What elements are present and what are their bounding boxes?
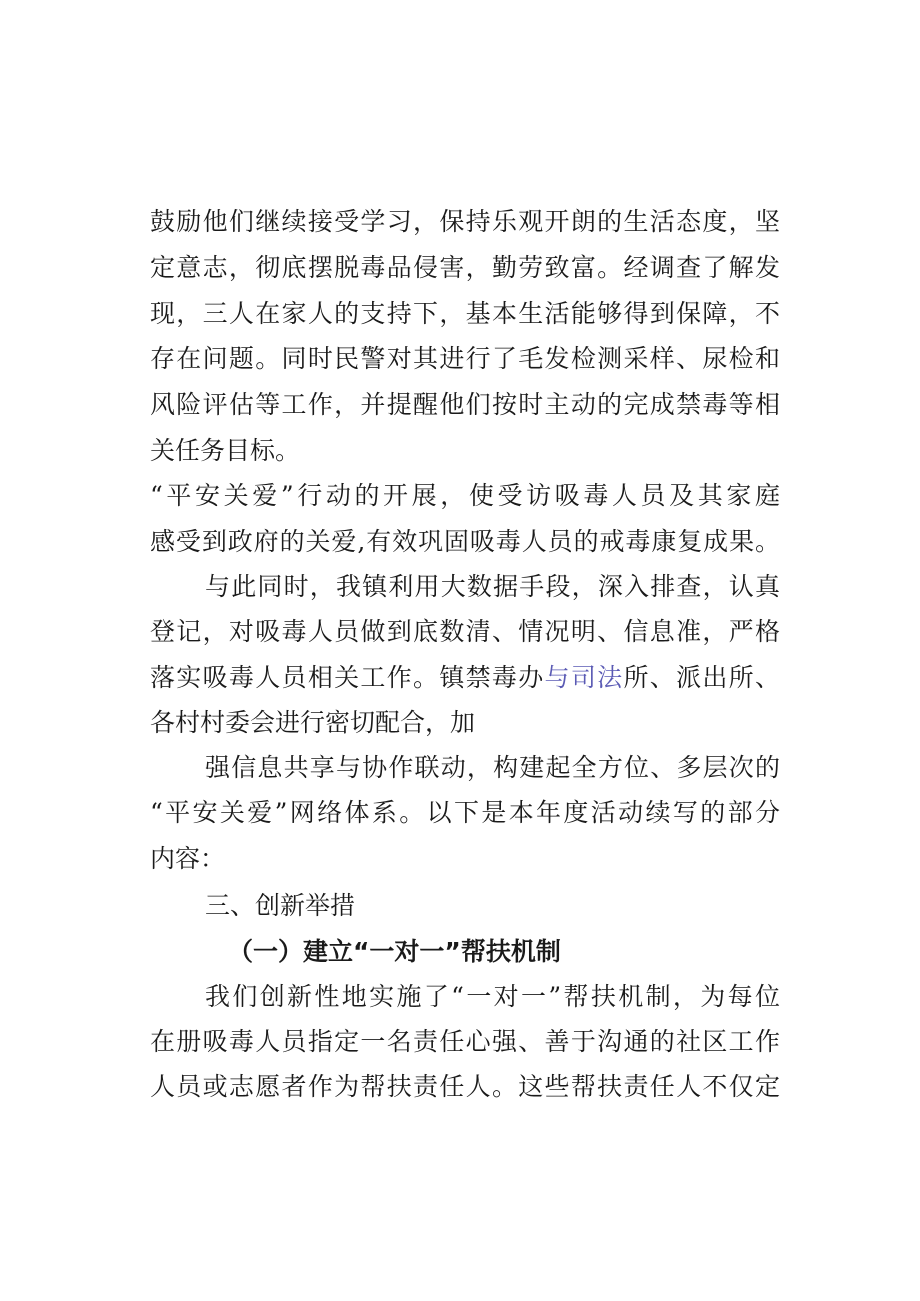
text-line: 关任务目标。 — [150, 436, 301, 465]
text-line: 鼓励他们继续接受学习，保持乐观开朗的生活态度，坚 — [150, 207, 780, 236]
subsection-heading: （一）建立“一对一”帮扶机制 — [228, 937, 561, 966]
highlighted-text: 与司法 — [544, 663, 624, 692]
text-line: 登记，对吸毒人员做到底数清、情况明、信息准，严格 — [150, 617, 780, 646]
text-segment: 所、派出所、 — [623, 663, 780, 692]
text-line: 各村村委会进行密切配合，加 — [150, 708, 476, 737]
text-segment: 落实吸毒人员相关工作。镇禁毒办 — [150, 663, 545, 692]
text-line: 人员或志愿者作为帮扶责任人。这些帮扶责任人不仅定 — [150, 1072, 780, 1101]
text-line: 与此同时，我镇利用大数据手段，深入排查，认真 — [205, 572, 780, 601]
text-line: 在册吸毒人员指定一名责任心强、善于沟通的社区工作 — [150, 1027, 780, 1056]
text-line: “平安关爱”网络体系。以下是本年度活动续写的部分 — [150, 798, 780, 827]
text-line: 感受到政府的关爱,有效巩固吸毒人员的戒毒康复成果。 — [150, 527, 780, 556]
text-line: 定意志，彻底摆脱毒品侵害，勤劳致富。经调查了解发 — [150, 253, 780, 282]
text-line: 内容： — [150, 844, 226, 873]
text-line: 存在问题。同时民警对其进行了毛发检测采样、尿检和 — [150, 344, 780, 373]
text-line: 现，三人在家人的支持下，基本生活能够得到保障，不 — [150, 299, 780, 328]
text-line: 我们创新性地实施了“一对一”帮扶机制，为每位 — [205, 982, 780, 1011]
text-line: “平安关爱”行动的开展，使受访吸毒人员及其家庭 — [150, 481, 780, 510]
text-line-with-link — [150, 658, 780, 698]
text-line: 强信息共享与协作联动，构建起全方位、多层次的 — [205, 753, 780, 782]
section-heading: 三、创新举措 — [205, 891, 356, 920]
text-line: 风险评估等工作，并提醒他们按时主动的完成禁毒等相 — [150, 390, 780, 419]
